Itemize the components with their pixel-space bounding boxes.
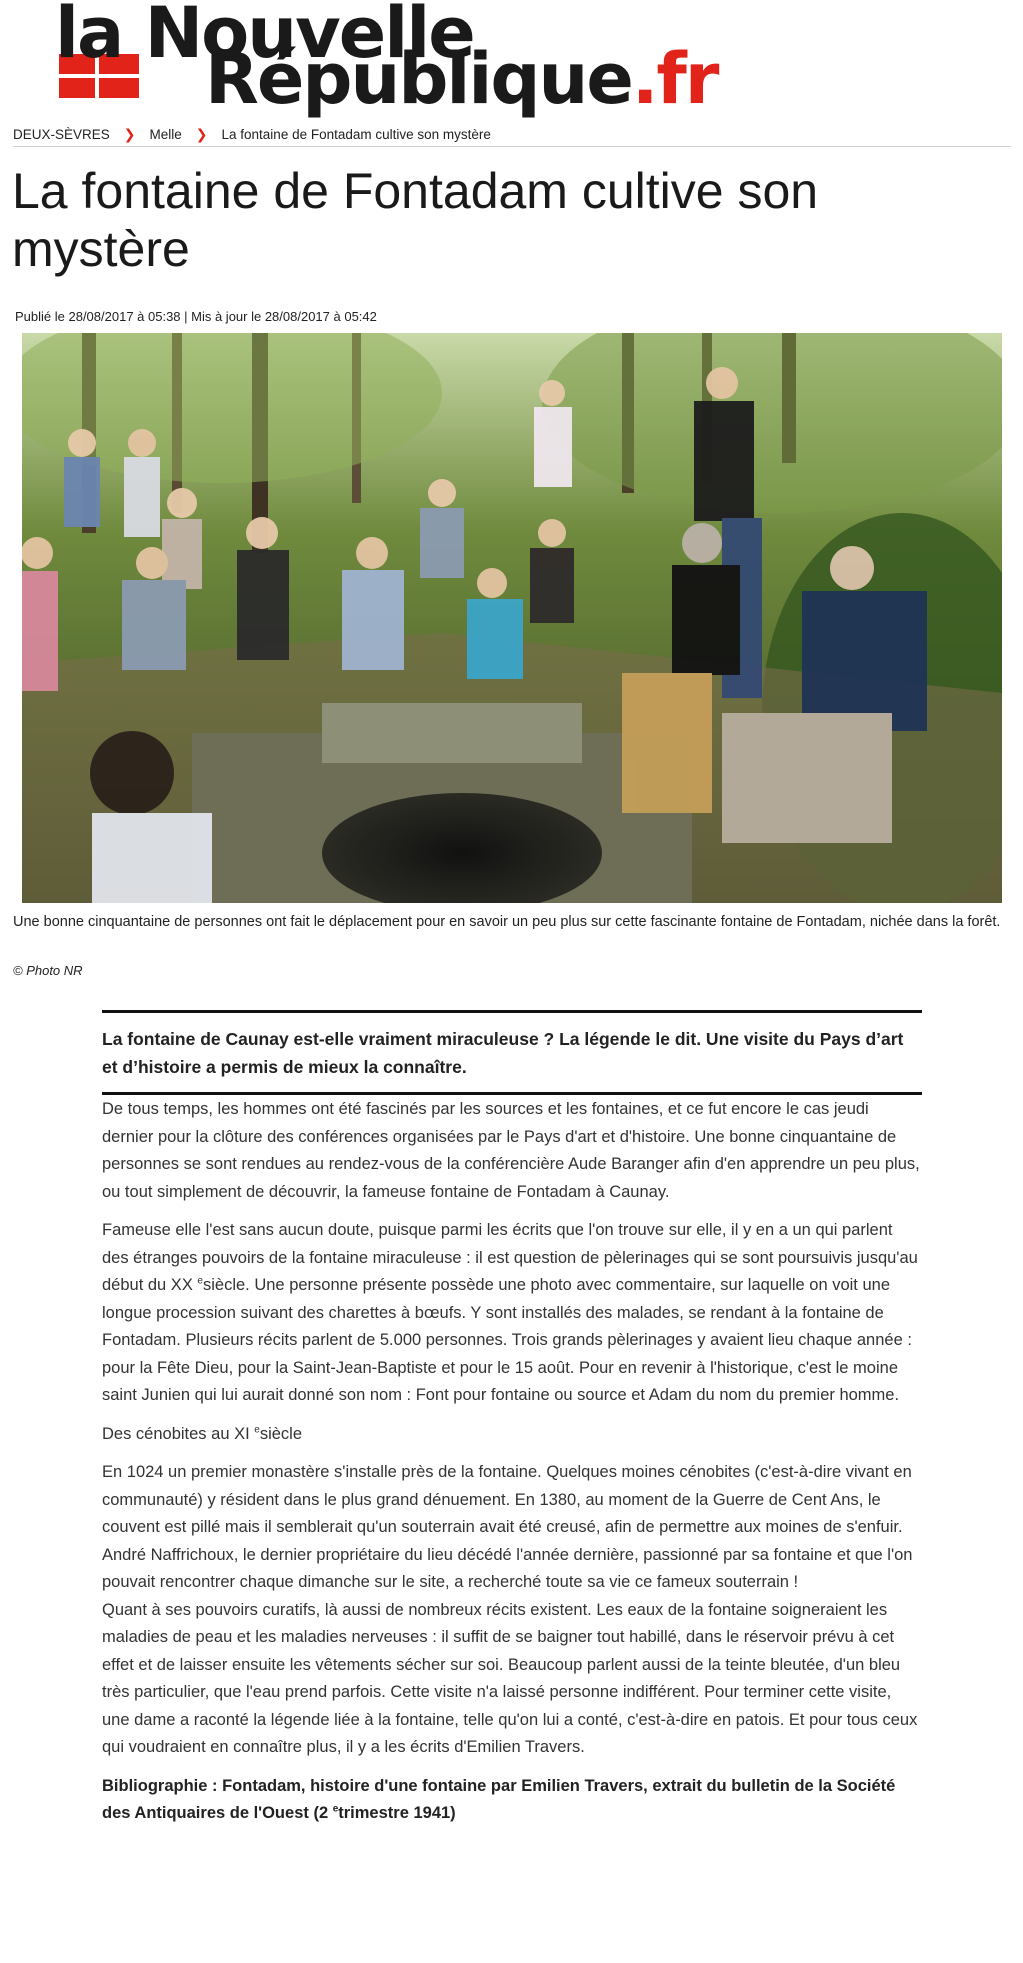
- paragraph-text: siècle. Une personne présente possède une photo avec commentaire, sur laquelle on voit une longue procession suivant des charettes à bœufs. Y sont installés des malades, se rendant à la fontaine de Fontadam. Plusieurs récits parlent de 5.000 personnes. Trois grands pèlerinages y avaient lieu chaque année : pour la Fête Dieu, pour la Saint-Jean-Baptiste et pour le 15 août. Pour en revenir à l'historique, c'est le moine saint Junien qui lui aurait donné son nom : Font pour fontaine ou source et Adam du nom du premier homme.: [102, 1276, 912, 1404]
- site-logo[interactable]: [55, 0, 995, 120]
- bibliography-text: Bibliographie : Fontadam, histoire d'une fontaine par Emilien Travers, extrait du bulletin de la Société des Antiquaires de l'Ouest (2: [102, 1776, 896, 1822]
- publication-date: Publié le 28/08/2017 à 05:38 | Mis à jour le 28/08/2017 à 05:42: [15, 309, 377, 324]
- breadcrumb-item-region[interactable]: DEUX-SÈVRES: [13, 126, 110, 142]
- subheading-text: siècle: [259, 1424, 303, 1443]
- article-photo: [22, 333, 1002, 903]
- logo-text-line2: [205, 38, 718, 120]
- breadcrumb: [13, 122, 1011, 147]
- superscript: e: [197, 1275, 203, 1287]
- logo-text-line2-main: République: [205, 38, 632, 120]
- logo-tld: .fr: [631, 38, 718, 120]
- subheading-text: Des cénobites au XI: [102, 1424, 255, 1443]
- paragraph: De tous temps, les hommes ont été fascinés par les sources et les fontaines, et ce fut encore le cas jeudi dernier pour la clôture des conférences organisées par le Pays d'art et d'histoire. Une bonne cinquantaine de personnes se sont rendues au rendez-vous de la conférencière Aude Baranger afin d'en apprendre un peu plus, ou tout simplement de découvrir, la fameuse fontaine de Fontadam à Caunay.: [102, 1100, 920, 1201]
- subheading: [102, 1421, 922, 1449]
- breadcrumb-item-current: La fontaine de Fontadam cultive son mystère: [221, 126, 491, 142]
- photo-credit: © Photo NR: [13, 963, 83, 978]
- article-lead: La fontaine de Caunay est-elle vraiment miraculeuse ? La légende le dit. Une visite du Pays d’art et d’histoire a permis de mieux la connaître.: [102, 1010, 922, 1095]
- paragraph: Quant à ses pouvoirs curatifs, là aussi de nombreux récits existent. Les eaux de la fontaine soigneraient les maladies de peau et les maladies nerveuses : il suffit de se baigner tout habillé, dans le réservoir prévu à cet effet et de laisser ensuite les vêtements sécher sur soi. Beaucoup parlent aussi de la teinte bleutée, d'un bleu très particulier, que l'eau prend parfois. Cette visite n'a laissé personne indifférent. Pour terminer cette visite, une dame a raconté la légende liée à la fontaine, telle qu'on lui a conté, c'est-à-dire en patois. Et pour tous ceux qui voudraient en connaître plus, il y a les écrits d'Emilien Travers.: [102, 1600, 918, 1756]
- photo-caption: Une bonne cinquantaine de personnes ont fait le déplacement pour en savoir un peu plus sur cette fascinante fontaine de Fontadam, nichée dans la forêt.: [13, 914, 1001, 930]
- chevron-right-icon: ❯: [195, 125, 208, 142]
- superscript: e: [332, 1803, 339, 1815]
- bibliography: [102, 1773, 922, 1828]
- forest-gathering-photo: [22, 333, 1002, 903]
- chevron-right-icon: ❯: [123, 125, 136, 142]
- paragraph: En 1024 un premier monastère s'installe près de la fontaine. Quelques moines cénobites (c'est-à-dire vivant en communauté) y résident dans le plus grand dénuement. En 1380, au moment de la Guerre de Cent Ans, le couvent est pillé mais il semblerait qu'un souterrain avait été creusé, afin de permettre aux moines de s'enfuir. André Naffrichoux, le dernier propriétaire du lieu décédé l'année dernière, passionné par sa fontaine et que l'on pouvait rencontrer chaque dimanche sur le site, a recherché toute sa vie ce fameux souterrain !: [102, 1463, 913, 1591]
- logo-text-line1: la Nouvelle: [55, 0, 474, 74]
- paragraph-text: Fameuse elle l'est sans aucun doute, puisque parmi les écrits que l'on trouve sur elle, il y en a un qui parlent des étranges pouvoirs de la fontaine miraculeuse : il est question de pèlerinages qui se sont poursuivis jusqu'au début du XX: [102, 1221, 918, 1294]
- paragraph: [102, 1217, 922, 1410]
- superscript: e: [254, 1424, 260, 1435]
- article-title: La fontaine de Fontadam cultive son mystère: [12, 163, 819, 277]
- bibliography-text: trimestre 1941): [338, 1804, 456, 1822]
- breadcrumb-item-city[interactable]: Melle: [149, 126, 182, 142]
- article-body: [102, 1096, 922, 1839]
